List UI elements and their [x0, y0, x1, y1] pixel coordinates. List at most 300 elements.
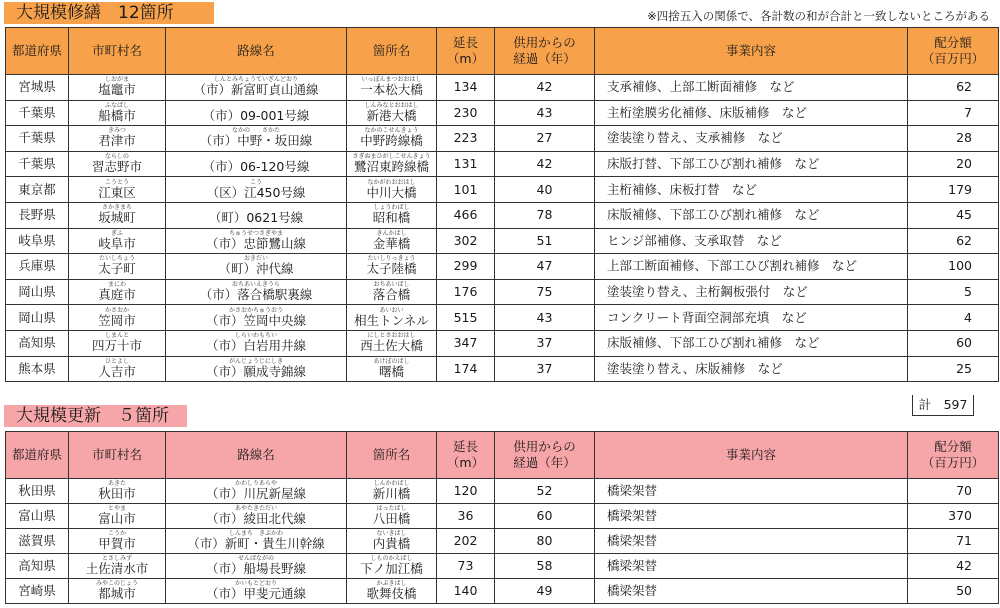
cell-amount-text: [908, 331, 972, 355]
cell-amount-text: [908, 529, 972, 553]
cell-place: [347, 151, 437, 177]
cell-amount-value: 179: [948, 181, 972, 197]
cell-content-value: 上部工断面補修、下部工ひび割れ補修 など: [607, 258, 858, 274]
cell-pref-value: 岐阜県: [18, 232, 56, 248]
header-place: 箇所名: [347, 432, 437, 479]
cell-years-text: [495, 579, 594, 603]
cell-content: [595, 305, 908, 331]
cell-pref-text: [6, 529, 68, 553]
cell-length-value: 299: [453, 258, 478, 274]
cell-length-text: [437, 254, 494, 278]
cell-city: [69, 177, 166, 203]
cell-city-text: [69, 205, 165, 225]
table-row: [6, 330, 999, 356]
cell-length-value: 134: [453, 79, 478, 95]
cell-length-text: [437, 554, 494, 578]
cell-place-text: [347, 531, 436, 551]
cell-content-value: 塗装塗り替え、支承補修 など: [607, 130, 783, 146]
cell-length-value: 101: [453, 181, 478, 197]
cell-pref-text: [6, 126, 68, 150]
cell-length-value: 131: [453, 156, 478, 172]
table-row: [6, 177, 999, 203]
cell-city-ruby: みやこのじょう: [95, 580, 138, 587]
cell-amount: [908, 579, 999, 604]
cell-years-text: [495, 280, 594, 304]
header-city: 市町村名: [69, 432, 166, 479]
cell-amount-value: 5: [964, 284, 972, 300]
cell-city-text: [69, 154, 165, 174]
cell-years: [495, 228, 595, 254]
cell-place-value: 落合橋: [372, 287, 411, 303]
cell-years: [495, 554, 595, 579]
cell-amount: [908, 202, 999, 228]
cell-years-value: 60: [536, 508, 553, 523]
cell-length: [437, 279, 495, 305]
cell-length-value: 202: [453, 533, 478, 548]
cell-route-value: （市）笠岡中央線: [205, 312, 306, 328]
cell-content-value: 床版補修、下部工ひび割れ補修 など: [607, 335, 820, 351]
cell-years-value: 49: [536, 583, 553, 598]
cell-route-text: [166, 531, 346, 551]
cell-amount: [908, 554, 999, 579]
cell-years-text: [495, 75, 594, 99]
cell-content-text: [607, 479, 907, 503]
cell-pref-value: 高知県: [18, 558, 56, 573]
cell-content-text: [607, 529, 907, 553]
cell-years: [495, 529, 595, 554]
cell-amount-value: 60: [956, 335, 972, 351]
cell-content-text: [607, 280, 907, 304]
cell-years-value: 42: [536, 79, 553, 95]
cell-route: [166, 177, 347, 203]
cell-pref: [6, 356, 69, 382]
cell-place: [347, 254, 437, 280]
cell-years: [495, 126, 595, 152]
cell-city-text: [69, 531, 165, 551]
cell-route-ruby: せんばながの: [237, 555, 274, 562]
cell-city-ruby: ひとよし: [104, 357, 129, 365]
cell-length-value: 36: [457, 508, 474, 523]
cell-city-ruby: こうとう: [104, 178, 129, 186]
cell-city-value: 船橋市: [98, 107, 136, 123]
cell-place-text: [347, 103, 436, 123]
cell-pref-value: 岡山県: [18, 309, 56, 325]
cell-place-value: 八田橋: [372, 511, 411, 526]
header-length: 延長 （m）: [437, 432, 495, 479]
cell-length-text: [437, 280, 494, 304]
cell-amount: [908, 228, 999, 254]
cell-pref: [6, 100, 69, 126]
cell-city-value: 江東区: [98, 184, 136, 200]
table-row: [6, 529, 999, 554]
cell-place-text: [347, 231, 436, 251]
table-row: [6, 254, 999, 280]
cell-place-ruby: しんみなとおおはし: [364, 101, 419, 109]
cell-content-text: [607, 101, 907, 125]
cell-city-ruby: こうか: [107, 530, 126, 537]
cell-route: [166, 529, 347, 554]
cell-pref-value: 高知県: [18, 335, 56, 351]
cell-pref: [6, 579, 69, 604]
cell-place: [347, 126, 437, 152]
cell-content-value: 床版打替、下部工ひび割れ補修 など: [607, 156, 820, 172]
cell-city-value: 習志野市: [91, 159, 142, 175]
cell-city-text: [69, 359, 165, 379]
cell-amount-text: [908, 75, 972, 99]
cell-route-ruby: あやたきただい: [234, 505, 277, 512]
cell-years-text: [495, 203, 594, 227]
cell-route-text: [166, 231, 346, 251]
cell-length: [437, 305, 495, 331]
cell-place: [347, 529, 437, 554]
cell-length-text: [437, 579, 494, 603]
cell-years-text: [495, 529, 594, 553]
cell-length-value: 223: [453, 130, 478, 146]
header-years: 供用からの 経過（年）: [495, 28, 595, 75]
cell-pref-value: 富山県: [18, 508, 56, 523]
cell-place-ruby: なかのこせんきょう: [364, 127, 419, 135]
cell-amount: [908, 529, 999, 554]
cell-city-ruby: たいしちょう: [98, 255, 135, 263]
cell-length-text: [437, 504, 494, 528]
cell-route-ruby: しらいわもちい: [234, 332, 277, 340]
cell-content: [595, 579, 908, 604]
cell-years-text: [495, 152, 594, 176]
cell-content-text: [607, 152, 907, 176]
cell-route: [166, 202, 347, 228]
cell-amount-value: 370: [948, 508, 972, 523]
cell-place: [347, 579, 437, 604]
cell-years-text: [495, 229, 594, 253]
cell-route-text: [166, 308, 346, 328]
cell-route-ruby: しんまち きぶかわ: [228, 530, 283, 537]
cell-length-text: [437, 479, 494, 503]
cell-length-text: [437, 152, 494, 176]
cell-amount-value: 62: [956, 79, 972, 95]
cell-place-ruby: ないきばし: [376, 530, 407, 537]
cell-pref: [6, 529, 69, 554]
cell-place-ruby: はったばし: [376, 505, 407, 512]
cell-route-text: [166, 256, 346, 276]
cell-place-ruby: たいしりっきょう: [367, 255, 416, 263]
cell-amount-value: 62: [956, 232, 972, 248]
cell-route-text: [166, 77, 346, 97]
cell-route-text: [166, 556, 346, 576]
cell-amount: [908, 126, 999, 152]
cell-pref: [6, 228, 69, 254]
cell-amount-text: [908, 203, 972, 227]
cell-content: [595, 356, 908, 382]
cell-content-value: 橋梁架替: [607, 508, 658, 523]
cell-years: [495, 579, 595, 604]
cell-place-ruby: にしとさおおはし: [367, 332, 416, 340]
cell-years: [495, 305, 595, 331]
cell-amount: [908, 254, 999, 280]
cell-years: [495, 330, 595, 356]
cell-city-text: [69, 506, 165, 526]
cell-route-ruby: がんじょうじにしき: [228, 357, 283, 365]
cell-city-ruby: とやま: [107, 505, 126, 512]
cell-place: [347, 554, 437, 579]
header-amount: 配分額 （百万円）: [908, 28, 999, 75]
cell-city-ruby: ならしの: [104, 153, 129, 161]
rounding-note: ※四捨五入の関係で、各計数の和が合計と一致しないところがある: [647, 9, 990, 23]
cell-route: [166, 554, 347, 579]
table-row: [6, 75, 999, 101]
cell-years-text: [495, 178, 594, 202]
cell-place: [347, 279, 437, 305]
cell-years-value: 47: [536, 258, 553, 274]
cell-amount-text: [908, 554, 972, 578]
cell-route-value: （市）甲斐元通線: [205, 586, 306, 601]
cell-city: [69, 479, 166, 504]
cell-place: [347, 100, 437, 126]
cell-pref-text: [6, 75, 68, 99]
cell-place-value: 金華橋: [372, 235, 411, 251]
cell-years-text: [495, 554, 594, 578]
cell-length-value: 230: [453, 104, 478, 120]
cell-city-ruby: しおがま: [104, 76, 129, 84]
cell-content-value: 橋梁架替: [607, 483, 658, 498]
cell-place-text: [347, 506, 436, 526]
cell-place-ruby: さぎぬまひがしこせんきょう: [352, 153, 431, 161]
cell-length: [437, 75, 495, 101]
cell-content-text: [607, 178, 907, 202]
cell-amount-text: [908, 280, 972, 304]
cell-place-text: [347, 128, 436, 148]
cell-city: [69, 202, 166, 228]
cell-city-text: [69, 231, 165, 251]
cell-place-value: 中野跨線橋: [360, 133, 423, 149]
cell-route: [166, 504, 347, 529]
cell-amount-value: 71: [956, 533, 972, 548]
cell-place-text: [347, 308, 436, 328]
cell-amount-text: [908, 306, 972, 330]
cell-city: [69, 100, 166, 126]
cell-city-text: [69, 556, 165, 576]
cell-place: [347, 177, 437, 203]
table-row: [6, 100, 999, 126]
cell-route-text: [166, 205, 346, 225]
cell-content-text: [607, 554, 907, 578]
cell-route: [166, 75, 347, 101]
cell-length-text: [437, 331, 494, 355]
table-header-row: [6, 28, 999, 75]
cell-amount-text: [908, 254, 972, 278]
cell-years-text: [495, 331, 594, 355]
cell-amount-value: 20: [956, 156, 972, 172]
cell-route-text: [166, 359, 346, 379]
cell-length: [437, 579, 495, 604]
cell-pref-value: 宮城県: [18, 79, 56, 95]
cell-place: [347, 356, 437, 382]
cell-amount: [908, 305, 999, 331]
cell-years: [495, 504, 595, 529]
cell-amount-value: 45: [956, 207, 972, 223]
cell-length-text: [437, 178, 494, 202]
cell-length-value: 73: [457, 558, 474, 573]
cell-city-text: [69, 333, 165, 353]
cell-route-value: （市）願成寺錦線: [205, 363, 306, 379]
cell-years-value: 58: [536, 558, 553, 573]
cell-city-value: 土佐清水市: [85, 561, 149, 576]
cell-pref-text: [6, 152, 68, 176]
cell-length: [437, 330, 495, 356]
cell-content-text: [607, 306, 907, 330]
cell-city-ruby: さかきまち: [101, 204, 132, 212]
cell-pref: [6, 75, 69, 101]
table-row: [6, 305, 999, 331]
cell-city-value: 四万十市: [91, 338, 142, 354]
cell-city: [69, 579, 166, 604]
cell-pref-text: [6, 554, 68, 578]
cell-amount-text: [908, 101, 972, 125]
cell-city-text: [69, 308, 165, 328]
cell-place: [347, 479, 437, 504]
cell-place-text: [347, 282, 436, 302]
cell-pref: [6, 254, 69, 280]
header-route: 路線名: [166, 432, 347, 479]
cell-pref-text: [6, 254, 68, 278]
cell-place-value: 太子陸橋: [366, 261, 417, 277]
cell-length: [437, 254, 495, 280]
table-row: [6, 151, 999, 177]
cell-city: [69, 529, 166, 554]
cell-content: [595, 504, 908, 529]
cell-place-value: 曙橋: [378, 363, 404, 379]
cell-length: [437, 356, 495, 382]
cell-years-value: 37: [536, 360, 553, 376]
cell-place-value: 新川橋: [372, 486, 411, 501]
header-content: 事業内容: [595, 28, 908, 75]
cell-amount-value: 50: [956, 583, 972, 598]
cell-content-value: 塗装塗り替え、主桁鋼板張付 など: [607, 284, 808, 300]
cell-city-text: [69, 180, 165, 200]
cell-amount-text: [908, 126, 972, 150]
cell-content-text: [607, 126, 907, 150]
header-content: 事業内容: [595, 432, 908, 479]
cell-place-ruby: なかがわおおはし: [367, 178, 416, 186]
table-row: [6, 126, 999, 152]
cell-amount-text: [908, 579, 972, 603]
header-pref: 都道府県: [6, 432, 69, 479]
cell-amount-text: [908, 178, 972, 202]
cell-place-text: [347, 77, 436, 97]
cell-content: [595, 228, 908, 254]
section-title-large-scale-repair: 大規模修繕 12箇所: [4, 2, 214, 24]
table-row: [6, 279, 999, 305]
cell-route-ruby: おきだい: [243, 255, 268, 263]
table-row: [6, 479, 999, 504]
cell-content-text: [607, 203, 907, 227]
cell-city-ruby: かさおか: [104, 306, 129, 314]
header-length: 延長 （m）: [437, 28, 495, 75]
cell-content-text: [607, 331, 907, 355]
cell-pref: [6, 305, 69, 331]
cell-pref: [6, 151, 69, 177]
cell-pref: [6, 554, 69, 579]
cell-content: [595, 254, 908, 280]
cell-route-value: （市）落合橋駅裏線: [199, 287, 313, 303]
table-row: [6, 228, 999, 254]
cell-pref: [6, 330, 69, 356]
cell-content-value: 橋梁架替: [607, 583, 658, 598]
cell-amount: [908, 330, 999, 356]
cell-amount-value: 70: [956, 483, 972, 498]
table-row: [6, 356, 999, 382]
cell-pref: [6, 126, 69, 152]
cell-length: [437, 100, 495, 126]
cell-route: [166, 151, 347, 177]
cell-city-value: 秋田市: [98, 486, 136, 501]
cell-amount-value: 42: [956, 558, 972, 573]
cell-content-value: 橋梁架替: [607, 558, 658, 573]
cell-city-value: 人吉市: [98, 363, 136, 379]
cell-route-text: [166, 481, 346, 501]
cell-route: [166, 356, 347, 382]
cell-length-value: 515: [453, 309, 478, 325]
cell-place-text: [347, 556, 436, 576]
cell-amount-text: [908, 357, 972, 381]
cell-route: [166, 330, 347, 356]
cell-length-text: [437, 229, 494, 253]
table-header-row: [6, 432, 999, 479]
header-route: 路線名: [166, 28, 347, 75]
table-row: [6, 504, 999, 529]
cell-route-value: （市）忠節鷺山線: [205, 235, 306, 251]
cell-route-ruby: かいもとどおり: [234, 580, 277, 587]
cell-amount: [908, 100, 999, 126]
cell-place-ruby: しょうわばし: [373, 204, 410, 212]
cell-route: [166, 228, 347, 254]
cell-years-text: [495, 254, 594, 278]
cell-years: [495, 100, 595, 126]
cell-city-value: 君津市: [98, 133, 136, 149]
cell-place: [347, 202, 437, 228]
cell-years-value: 43: [536, 104, 553, 120]
cell-length: [437, 554, 495, 579]
cell-content-value: ヒンジ部補修、支承取替 など: [607, 232, 782, 248]
cell-route-value: （市）川尻新屋線: [205, 486, 306, 501]
cell-content-value: 床版補修、下部工ひび割れ補修 など: [607, 207, 820, 223]
cell-length-text: [437, 126, 494, 150]
cell-route-text: [166, 128, 346, 148]
cell-place-text: [347, 359, 436, 379]
cell-place-ruby: おちあいばし: [373, 281, 410, 289]
cell-content-value: 主桁塗膜劣化補修、床版補修 など: [607, 104, 808, 120]
cell-city-value: 岐阜市: [98, 235, 136, 251]
cell-route-ruby: かさおかちゅうおう: [228, 306, 283, 314]
cell-content-text: [607, 254, 907, 278]
renewal-table-body: [6, 479, 999, 604]
cell-city-ruby: とさしみず: [101, 555, 132, 562]
cell-city-value: 笠岡市: [98, 312, 136, 328]
total-amount: 計 597: [912, 395, 974, 416]
cell-years: [495, 254, 595, 280]
cell-years-text: [495, 306, 594, 330]
repair-table: [5, 27, 999, 382]
cell-amount: [908, 504, 999, 529]
header-years: 供用からの 経過（年）: [495, 432, 595, 479]
cell-city: [69, 356, 166, 382]
cell-pref-value: 滋賀県: [18, 533, 56, 548]
cell-content-value: 橋梁架替: [607, 533, 658, 548]
cell-route-text: [166, 333, 346, 353]
cell-route-value: （市）綾田北代線: [205, 511, 306, 526]
cell-pref-value: 熊本県: [18, 360, 56, 376]
cell-pref: [6, 504, 69, 529]
cell-place: [347, 330, 437, 356]
